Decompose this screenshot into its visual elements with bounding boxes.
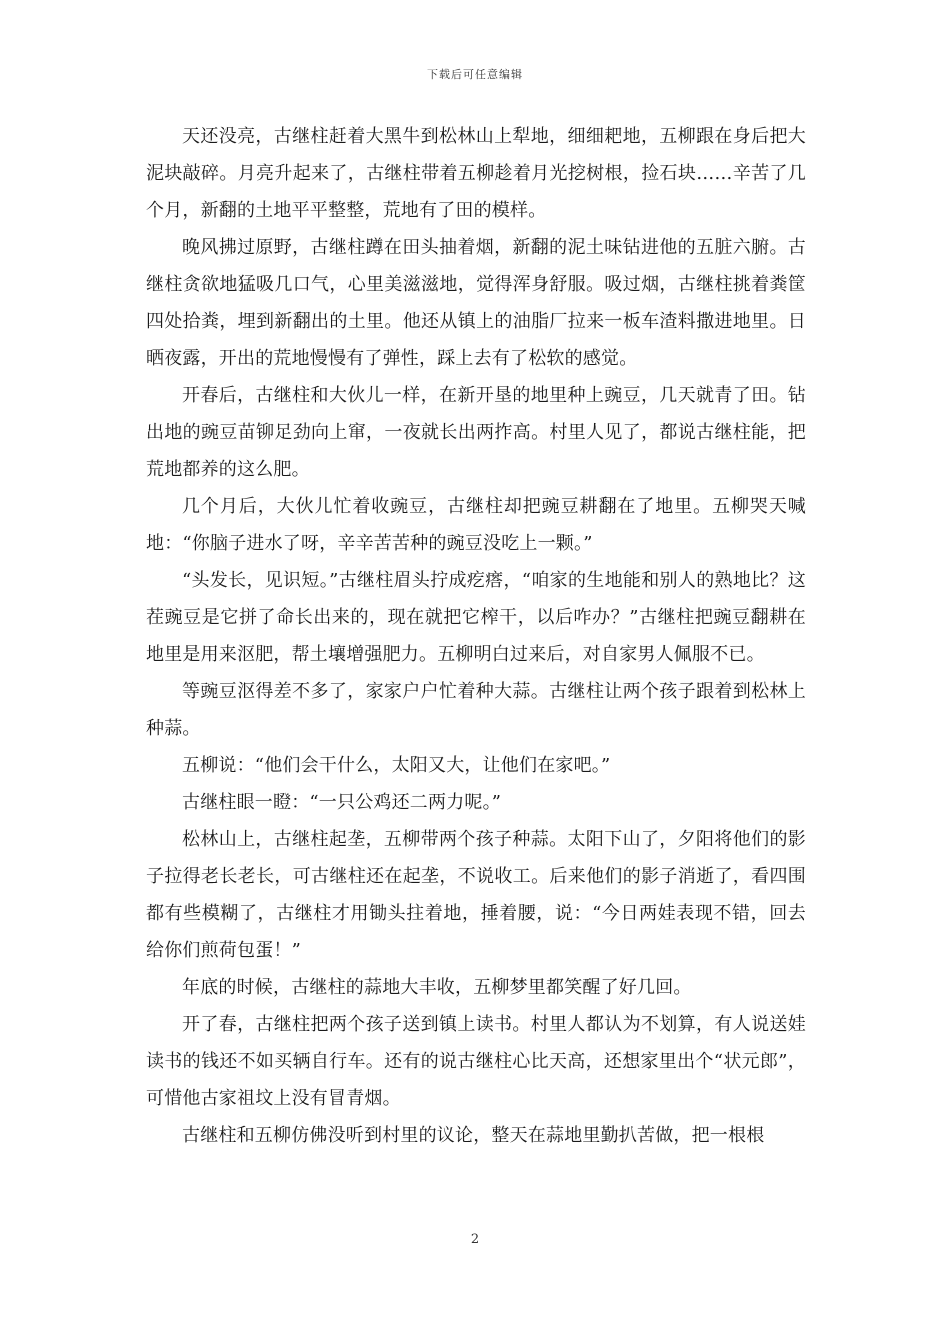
paragraph: 晚风拂过原野，古继柱蹲在田头抽着烟，新翻的泥土味钻进他的五脏六腑。古继柱贪欲地猛吸几口气，心里美滋滋地，觉得浑身舒服。吸过烟，古继柱挑着粪筐四处拾粪，埋到新翻出的土里。他还从镇上的油脂厂拉来一板车渣料撒进地里。日晒夜露，开出的荒地慢慢有了弹性，踩上去有了松软的感觉。 (146, 237, 806, 369)
paragraph: 开了春，古继柱把两个孩子送到镇上读书。村里人都认为不划算，有人说送娃读书的钱还不如买辆自行车。还有的说古继柱心比天高，还想家里出个“状元郎”，可惜他古家祖坟上没有冒青烟。 (146, 1014, 806, 1109)
page-header: 下载后可任意编辑 (427, 68, 523, 81)
paragraph: 五柳说：“他们会干什么，太阳又大，让他们在家吧。” (182, 755, 611, 776)
paragraph: 几个月后，大伙儿忙着收豌豆，古继柱却把豌豆耕翻在了地里。五柳哭天喊地：“你脑子进水了呀，辛辛苦苦种的豌豆没吃上一颗。” (146, 496, 806, 554)
paragraph: 松林山上，古继柱起垄，五柳带两个孩子种蒜。太阳下山了，夕阳将他们的影子拉得老长老长，可古继柱还在起垄，不说收工。后来他们的影子消逝了，看四围都有些模糊了，古继柱才用锄头拄着地，捶着腰，说：“今日两娃表现不错，回去给你们煎荷包蛋！” (146, 829, 806, 961)
paragraph: “头发长，见识短。”古继柱眉头拧成疙瘩，“咱家的生地能和别人的熟地比？这茬豌豆是它拼了命长出来的，现在就把它榨干，以后咋办？”古继柱把豌豆翻耕在地里是用来沤肥，帮土壤增强肥力。五柳明白过来后，对自家男人佩服不已。 (146, 570, 806, 665)
document-body (146, 118, 806, 1154)
paragraph: 等豌豆沤得差不多了，家家户户忙着种大蒜。古继柱让两个孩子跟着到松林上种蒜。 (146, 681, 806, 739)
paragraph: 古继柱眼一瞪：“一只公鸡还二两力呢。” (182, 792, 502, 813)
paragraph: 天还没亮，古继柱赶着大黑牛到松林山上犁地，细细耙地，五柳跟在身后把大泥块敲碎。月亮升起来了，古继柱带着五柳趁着月光挖树根，捡石块……辛苦了几个月，新翻的土地平平整整，荒地有了田的模样。 (146, 126, 806, 221)
page-number: 2 (470, 1232, 480, 1247)
paragraph: 开春后，古继柱和大伙儿一样，在新开垦的地里种上豌豆，几天就青了田。钻出地的豌豆苗铆足劲向上窜，一夜就长出两拃高。村里人见了，都说古继柱能，把荒地都养的这么肥。 (146, 385, 806, 480)
paragraph: 古继柱和五柳仿佛没听到村里的议论，整天在蒜地里勤扒苦做，把一根根 (182, 1125, 765, 1146)
paragraph: 年底的时候，古继柱的蒜地大丰收，五柳梦里都笑醒了好几回。 (182, 977, 692, 998)
